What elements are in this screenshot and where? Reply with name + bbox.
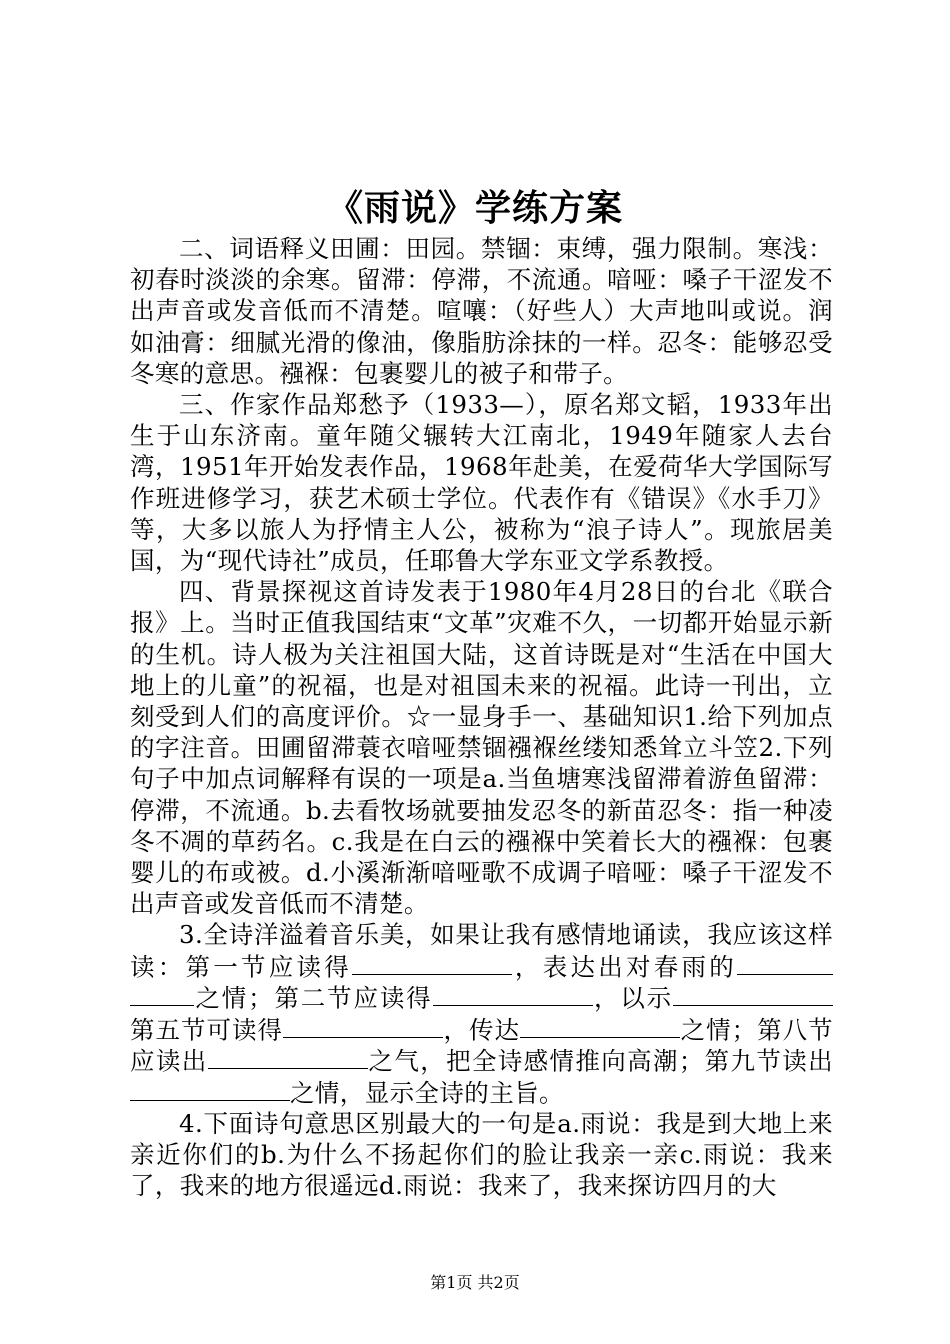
question-3-text-1: 3.全诗洋溢着音乐美，如果让我有感情地诵读，我应该这样读：第一节应读得 bbox=[130, 920, 833, 981]
answer-blank-2a[interactable] bbox=[737, 951, 833, 975]
page-title: 《雨说》学练方案 bbox=[326, 187, 623, 229]
answer-blank-3[interactable] bbox=[433, 982, 593, 1006]
answer-blank-8[interactable] bbox=[130, 1077, 290, 1101]
question-3-text-5: 第五节可读得 bbox=[130, 1014, 283, 1044]
page-footer: 第1页 共2页 bbox=[430, 1273, 520, 1292]
paragraph-vocabulary: 二、词语释义田圃：田园。禁锢：束缚，强力限制。寒浅：初春时淡淡的余寒。留滞：停滞，不流通。喑哑：嗓子干涩发不出声音或发音低而不清楚。喧嚷：（好些人）大声地叫或说。润如油膏：细腻光滑的像油，像脂肪涂抹的一样。忍冬：能够忍受冬寒的意思。襁褓：包裹婴儿的被子和带子。 bbox=[130, 234, 833, 388]
question-3-text-7: 之情；第八节应读出 bbox=[130, 1014, 834, 1076]
question-3-text-4: ，以示 bbox=[592, 983, 673, 1013]
question-3-text-2: ，表达出对春雨的 bbox=[512, 951, 738, 981]
question-3-text-9: 之情，显示全诗的主旨。 bbox=[290, 1077, 564, 1107]
paragraph-background: 四、背景探视这首诗发表于1980年4月28日的台北《联合报》上。当时正值我国结束“文革”灾难不久，一切都开始显示新的生机。诗人极为关注祖国大陆，这首诗既是对“生活在中国大地上的儿童”的祝福，也是对祖国未来的祝福。此诗一刊出，立刻受到人们的高度评价。☆一显身手一、基础知识1.给下列加点的字注音。田圃留滞蓑衣喑哑禁锢襁褓丝缕知悉耸立斗笠2.下列句子中加点词解释有误的一项是a.当鱼塘寒浅留滞着游鱼留滞：停滞，不流通。b.去看牧场就要抽发忍冬的新苗忍冬：指一种凌冬不凋的草药名。c.我是在白云的襁褓中笑着长大的襁褓：包裹婴儿的布或被。d.小溪渐渐喑哑歌不成调子喑哑：嗓子干涩发不出声音或发音低而不清楚。 bbox=[130, 577, 833, 919]
answer-blank-7[interactable] bbox=[208, 1045, 368, 1069]
question-3-text-3: 之情；第二节应读得 bbox=[194, 983, 433, 1013]
answer-blank-4[interactable] bbox=[673, 982, 833, 1006]
paragraph-author: 三、作家作品郑愁予（1933—），原名郑文韬，1933年出生于山东济南。童年随父辗转大江南北，1949年随家人去台湾，1951年开始发表作品，1968年赴美，在爱荷华大学国际写作班进修学习，获艺术硕士学位。代表作有《错误》《水手刀》等，大多以旅人为抒情主人公，被称为“浪子诗人”。现旅居美国，为“现代诗社”成员，任耶鲁大学东亚文学系教授。 bbox=[130, 390, 833, 576]
question-3-text-8: 之气，把全诗感情推向高潮；第九节读出 bbox=[367, 1046, 833, 1076]
document-body bbox=[130, 233, 833, 1202]
answer-blank-2b[interactable] bbox=[130, 982, 194, 1006]
question-3 bbox=[130, 919, 833, 1108]
question-4: 4.下面诗句意思区别最大的一句是a.雨说：我是到大地上来亲近你们的b.为什么不扬起你们的脸让我亲一亲c.雨说：我来了，我来的地方很遥远d.雨说：我来了，我来探访四月的大 bbox=[130, 1109, 833, 1201]
answer-blank-6[interactable] bbox=[520, 1014, 680, 1038]
answer-blank-5[interactable] bbox=[283, 1014, 443, 1038]
question-3-text-6: ，传达 bbox=[442, 1014, 521, 1044]
answer-blank-1[interactable] bbox=[352, 951, 512, 975]
